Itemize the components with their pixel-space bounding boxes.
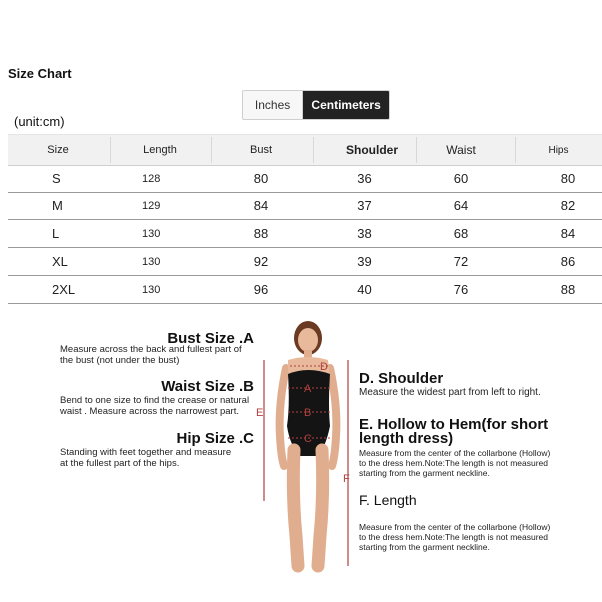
- hip-guide: [58, 430, 254, 447]
- cell-bust: 80: [253, 171, 269, 186]
- column-header-bust: Bust: [249, 144, 272, 156]
- cell-shoulder: 38: [357, 226, 372, 241]
- waist-guide: [58, 378, 254, 395]
- table-row: [8, 220, 602, 248]
- column-header-shoulder: Shoulder: [345, 143, 398, 157]
- table-header: [8, 134, 602, 166]
- figure-label-b: B: [304, 407, 312, 419]
- cell-length: 130: [142, 227, 161, 240]
- cell-waist: 72: [453, 254, 469, 269]
- cell-shoulder: 39: [357, 254, 372, 269]
- shoulder-guide: [359, 370, 559, 398]
- table-row: [8, 192, 602, 220]
- table-row: [8, 248, 602, 276]
- bust-title: Bust Size .A: [167, 330, 254, 347]
- column-header-length: Length: [143, 144, 177, 156]
- waist-title: Waist Size .B: [161, 378, 254, 395]
- shoulder-description: Measure the widest part from left to right.: [359, 387, 541, 398]
- cell-shoulder: 40: [357, 282, 372, 297]
- cell-size: L: [52, 226, 60, 241]
- cell-hips: 84: [560, 226, 576, 241]
- hollow-to-hem-guide: [359, 418, 559, 478]
- cell-bust: 92: [253, 254, 269, 269]
- table-row: [8, 276, 602, 304]
- cell-length: 129: [142, 199, 161, 212]
- cell-size: 2XL: [52, 282, 76, 297]
- cell-size: M: [52, 198, 63, 213]
- cell-bust: 84: [253, 198, 269, 213]
- unit-note: (unit:cm): [14, 114, 65, 129]
- table-row: [8, 165, 602, 193]
- hip-description: Standing with feet together and measure at the fullest part of the hips.: [60, 447, 232, 469]
- figure-label-c: C: [304, 433, 312, 445]
- cell-bust: 96: [253, 282, 269, 297]
- column-header-hips: Hips: [548, 144, 569, 156]
- page-title: Size Chart: [8, 66, 72, 81]
- length-description: Measure from the center of the collarbone (Hollow) to the dress hem.Note:The length is not measured starting from the garment neckline.: [359, 522, 551, 552]
- figure-label-a: A: [304, 383, 312, 395]
- cell-length: 128: [142, 172, 161, 185]
- cell-waist: 68: [453, 226, 469, 241]
- cell-length: 130: [142, 283, 161, 296]
- waist-description: Bend to one size to find the crease or natural waist . Measure across the narrowest part.: [60, 395, 250, 417]
- column-header-waist: Waist: [446, 143, 476, 157]
- figure-label-e: E: [256, 407, 264, 419]
- hollow-to-hem-description: Measure from the center of the collarbone (Hollow) to the dress hem.Note:The length is not measured starting from the garment neckline.: [359, 448, 551, 478]
- cell-waist: 76: [453, 282, 469, 297]
- unit-toggle: [242, 90, 390, 120]
- centimeters-toggle-button[interactable]: Centimeters: [303, 91, 389, 119]
- cell-size: S: [52, 171, 61, 186]
- cell-hips: 86: [560, 254, 576, 269]
- shoulder-title: D. Shoulder: [359, 370, 444, 387]
- cell-hips: 88: [560, 282, 576, 297]
- cell-hips: 82: [560, 198, 576, 213]
- cell-shoulder: 37: [357, 198, 372, 213]
- column-header-size: Size: [47, 144, 69, 156]
- bust-description: Measure across the back and fullest part of the bust (not under the bust): [60, 344, 242, 366]
- hip-title: Hip Size .C: [176, 430, 254, 447]
- length-guide: [359, 492, 559, 552]
- cell-hips: 80: [560, 171, 576, 186]
- cell-size: XL: [52, 254, 68, 269]
- cell-bust: 88: [253, 226, 269, 241]
- figure-label-f: F: [343, 473, 350, 485]
- cell-waist: 60: [453, 171, 469, 186]
- cell-shoulder: 36: [357, 171, 372, 186]
- cell-length: 130: [142, 255, 161, 268]
- inches-toggle-button[interactable]: Inches: [243, 91, 303, 119]
- hollow-to-hem-title: E. Hollow to Hem(for short length dress): [359, 416, 549, 447]
- body-measurement-figure: [250, 316, 356, 582]
- figure-label-d: D: [320, 361, 328, 373]
- cell-waist: 64: [453, 198, 469, 213]
- length-title: F. Length: [359, 492, 417, 508]
